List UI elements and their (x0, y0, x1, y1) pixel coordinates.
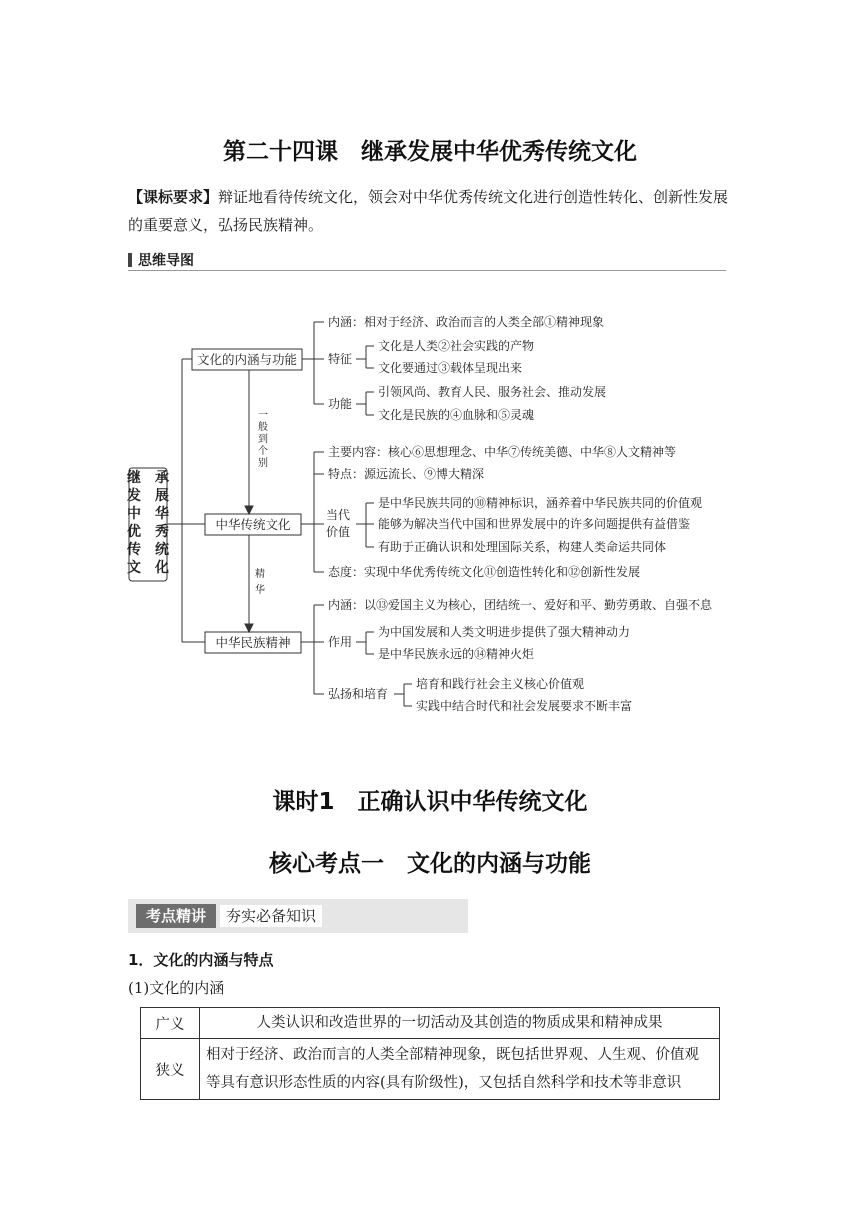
link-label-2a: 精 (255, 569, 265, 580)
table-key: 广义 (141, 1008, 200, 1039)
b2-value-label-1: 当代 (326, 508, 351, 522)
lesson-title: 课时1 正确认识中华传统文化 (272, 789, 588, 815)
table-row (141, 1008, 720, 1039)
branch-national-spirit: 中华民族精神 (215, 635, 291, 650)
b1-tezheng: 特征 (328, 352, 353, 366)
banner-right-wrap (220, 904, 464, 928)
table-key: 狭义 (141, 1039, 200, 1100)
b1-tz1: 文化是人类②社会实践的产物 (378, 339, 535, 353)
table-row (141, 1039, 720, 1100)
root-text-1: 继 承 (127, 470, 169, 486)
banner-left: 考点精讲 (136, 904, 216, 928)
table-value: 人类认识和改造世界的一切活动及其创造的物质成果和精神成果 (200, 1008, 720, 1039)
b3-hongyang: 弘扬和培育 (328, 687, 389, 701)
root-text-6: 文 化 (127, 560, 169, 576)
subsection-heading: (1)文化的内涵 (128, 979, 225, 997)
root-text-3: 中 华 (127, 506, 169, 522)
b2-feature: 特点：源远流长、⑨博大精深 (328, 467, 485, 481)
b1-gn1: 引领风尚、教育人民、服务社会、推动发展 (378, 385, 607, 399)
branch-traditional-culture: 中华传统文化 (215, 517, 291, 532)
requirement-label: 【课标要求】 (128, 188, 219, 206)
table-value: 相对于经济、政治而言的人类全部精神现象，既包括世界观、人生观、价值观等具有意识形态性质的内容(具有阶级性)，又包括自然科学和技术等非意识 (200, 1039, 720, 1100)
b3-hy2: 实践中结合时代和社会发展要求不断丰富 (416, 699, 633, 713)
root-text-5: 传 统 (127, 542, 169, 558)
b1-tz2: 文化要通过③载体呈现出来 (378, 361, 523, 375)
b2-attitude: 态度：实现中华优秀传统文化⑪创造性转化和⑫创新性发展 (328, 565, 641, 579)
b2-v1: 是中华民族共同的⑩精神标识，涵养着中华民族共同的价值观 (378, 496, 703, 510)
root-text-4: 优 秀 (127, 524, 169, 540)
b3-neihan: 内涵：以⑬爱国主义为核心，团结统一、爱好和平、勤劳勇敢、自强不息 (328, 598, 713, 612)
link-label-1d: 个 (258, 446, 268, 457)
b2-content: 主要内容：核心⑥思想理念、中华⑦传统美德、中华⑧人文精神等 (328, 445, 677, 459)
branch-culture-meaning: 文化的内涵与功能 (196, 352, 298, 367)
mindmap-heading-text: 思维导图 (138, 253, 194, 269)
b3-zy1: 为中国发展和人类文明进步提供了强大精神动力 (378, 625, 631, 639)
b3-hy1: 培育和践行社会主义核心价值观 (416, 677, 585, 691)
section-heading: 1．文化的内涵与特点 (128, 951, 274, 969)
root-text-2: 发 展 (127, 488, 169, 504)
requirement-text: 辩证地看待传统文化，领会对中华优秀传统文化进行创造性转化、创新性发展的重要意义，弘扬民族精神。 (128, 188, 729, 234)
link-label-1b: 般 (258, 422, 268, 433)
b2-value-label-2: 价值 (326, 525, 351, 539)
b1-neihan: 内涵：相对于经济、政治而言的人类全部①精神现象 (328, 315, 605, 329)
link-label-2b: 华 (255, 585, 265, 596)
section-banner (128, 899, 468, 933)
b2-v2: 能够为解决当代中国和世界发展中的许多问题提供有益借鉴 (378, 517, 691, 531)
b2-v3: 有助于正确认识和处理国际关系，构建人类命运共同体 (378, 540, 667, 554)
link-label-1e: 别 (258, 458, 268, 469)
chapter-title: 第二十四课 继承发展中华优秀传统文化 (223, 139, 637, 165)
definition-table (140, 1007, 720, 1100)
b3-zy2: 是中华民族永远的⑭精神火炬 (378, 647, 535, 661)
b3-zuoyong: 作用 (328, 635, 353, 649)
key-point-title: 核心考点一 文化的内涵与功能 (269, 851, 591, 877)
b1-gongneng: 功能 (328, 397, 353, 411)
link-label-1c: 到 (258, 434, 268, 445)
b1-gn2: 文化是民族的④血脉和⑤灵魂 (378, 408, 535, 422)
banner-right: 夯实必备知识 (220, 905, 322, 927)
link-label-1a: 一 (258, 410, 268, 421)
